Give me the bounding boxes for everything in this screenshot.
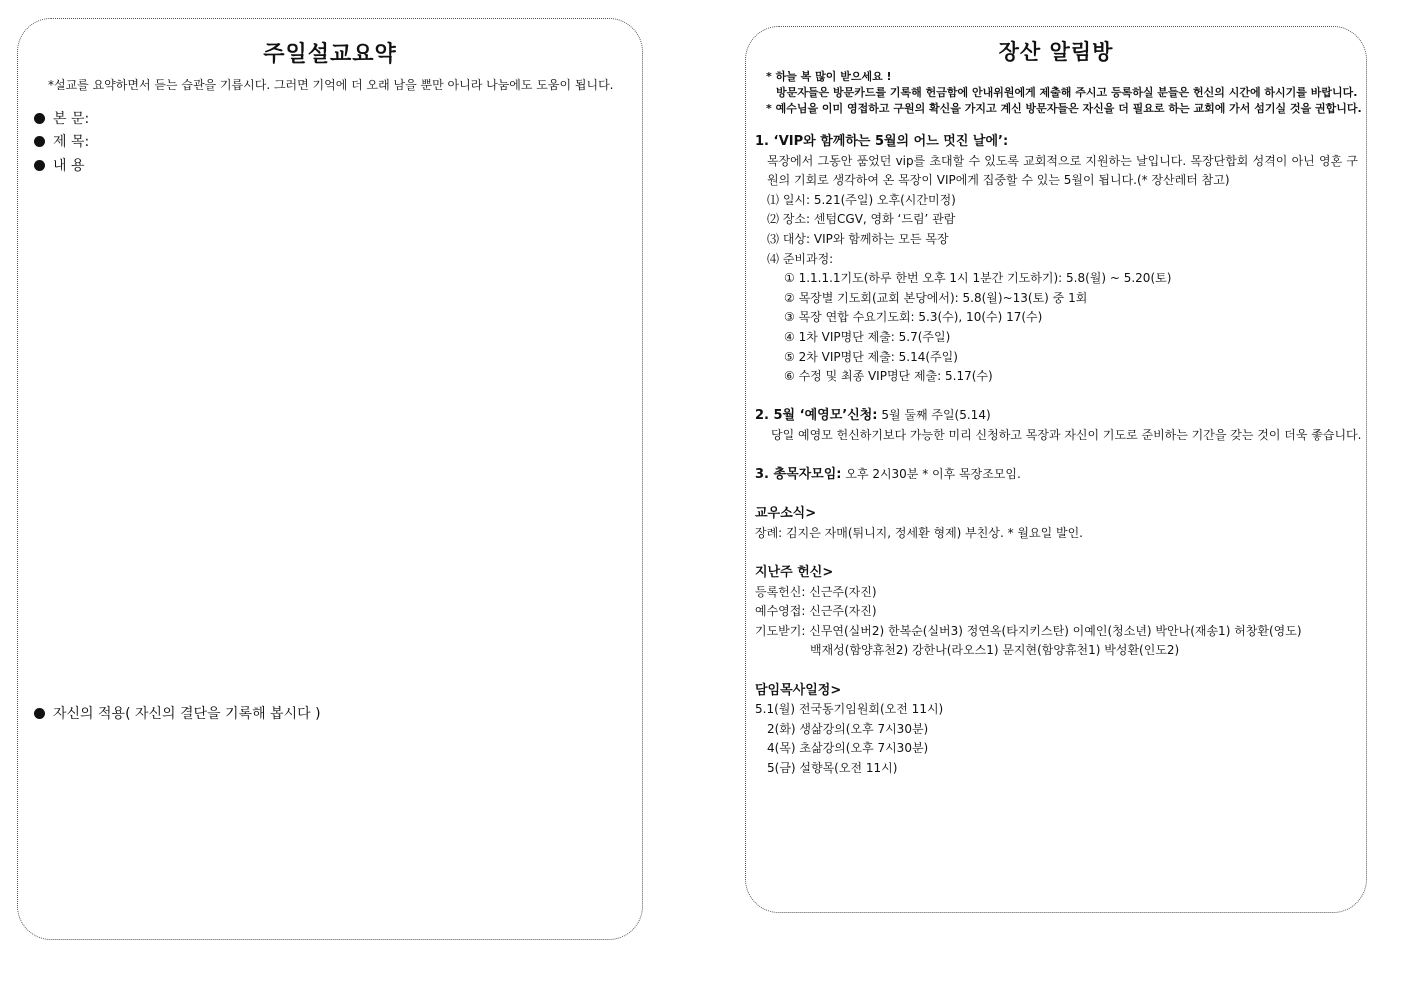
- application-label: 자신의 적용( 자신의 결단을 기록해 봅시다 ): [53, 706, 321, 722]
- application-field: [34, 703, 321, 723]
- scripture-field: [34, 108, 89, 128]
- schedule-line: 4(목) 초삶강의(오후 7시30분): [767, 741, 929, 756]
- schedule-line: 2(화) 생삶강의(오후 7시30분): [767, 721, 929, 736]
- schedule-line: 5.1(월) 전국동기임원회(오전 11시): [755, 702, 944, 717]
- item1-step: ③ 목장 연합 수요기도회: 5.3(수), 10(수) 17(수): [784, 310, 1043, 325]
- sermon-summary-title: 주일설교요약: [263, 42, 397, 67]
- item1-detail: ⑷ 준비과정:: [767, 251, 834, 266]
- announcements-content: [755, 132, 1362, 779]
- item2-description: 당일 예영모 헌신하기보다 가능한 미리 신청하고 목장과 자신이 기도로 준비하는 기간을 갖는 것이 더욱 좋습니다.: [771, 427, 1362, 442]
- item1-heading: 1. ‘VIP와 함께하는 5월의 어느 멋진 날에’:: [755, 134, 1009, 149]
- bullet-icon: [34, 113, 45, 124]
- schedule-line: 5(금) 설향목(오전 11시): [767, 761, 898, 775]
- bullet-icon: [34, 708, 45, 719]
- notice-greeting: * 하늘 복 많이 받으세요 !: [766, 70, 892, 83]
- offering-line: 기도받기: 신무연(실버2) 한복순(실버3) 정연옥(타지키스탄) 이예인(청소년) 박안나(재송1) 허창환(영도): [755, 623, 1302, 638]
- schedule-heading: 담임목사일정>: [755, 682, 842, 698]
- sermon-title-label: 제 목:: [53, 134, 90, 150]
- item1-detail: ⑵ 장소: 센텀CGV, 영화 ‘드림’ 관람: [767, 212, 956, 227]
- sermon-title-field: [34, 131, 89, 151]
- item1-detail: ⑶ 대상: VIP와 함께하는 모든 목장: [767, 231, 949, 246]
- content-field: [34, 155, 85, 175]
- item1-step: ⑤ 2차 VIP명단 제출: 5.14(주일): [784, 349, 958, 364]
- offering-line: 예수영접: 신근주(자진): [755, 604, 877, 619]
- announcements-panel: [745, 26, 1367, 913]
- sermon-summary-tip: *설교를 요약하면서 듣는 습관을 기릅시다. 그러면 기억에 더 오래 남을 뿐만 아니라 나눔에도 도움이 됩니다.: [48, 78, 614, 92]
- notice-visitor-churches: * 예수님을 이미 영접하고 구원의 확신을 가지고 계신 방문자들은 자신을 더 필요로 하는 교회에 가서 섬기실 것을 권합니다.: [766, 102, 1362, 115]
- sermon-summary-panel: [17, 18, 643, 940]
- offering-continuation: 백재성(함양휴천2) 강한나(라오스1) 문지현(함양휴천1) 박성환(인도2): [810, 643, 1180, 658]
- item2-header: [755, 406, 1358, 426]
- offering-heading: 지난주 헌신>: [755, 565, 834, 581]
- visitor-notices: [766, 69, 1362, 117]
- item1-description: 목장에서 그동안 품었던 vip를 초대할 수 있도록 교회적으로 지원하는 날입니다. 목장단합회 성격이 아닌 영혼 구원의 기회로 생각하여 온 목장이 VIP에게 집중할 수 있는 5월이 됩니다.(* 장산레터 참고): [767, 153, 1358, 188]
- bullet-icon: [34, 136, 45, 147]
- item1-step: ② 목장별 기도회(교회 본당에서): 5.8(월)~13(토) 중 1회: [784, 290, 1088, 305]
- item1-detail: ⑴ 일시: 5.21(주일) 오후(시간미정): [767, 192, 956, 207]
- item3-heading: 3. 총목자모임:: [755, 467, 842, 483]
- item3-description: 오후 2시30분 * 이후 목장조모임.: [841, 467, 1021, 482]
- item1-step: ④ 1차 VIP명단 제출: 5.7(주일): [784, 329, 951, 344]
- item3-header: [755, 465, 1358, 485]
- item1-step: ⑥ 수정 및 최종 VIP명단 제출: 5.17(수): [784, 369, 993, 384]
- announcements-title: 장산 알림방: [998, 40, 1114, 64]
- item1-step: ① 1.1.1.1기도(하루 한번 오후 1시 1분간 기도하기): 5.8(월) ~ 5.20(토): [784, 271, 1172, 286]
- content-label: 내 용: [53, 158, 85, 174]
- notice-visitor-card: 방문자들은 방문카드를 기록해 헌금함에 안내위원에게 제출해 주시고 등록하실 분들은 헌신의 시간에 하시기를 바랍니다.: [776, 86, 1358, 99]
- bullet-icon: [34, 160, 45, 171]
- news-heading: 교우소식>: [755, 506, 817, 522]
- offering-line: 등록헌신: 신근주(자진): [755, 584, 877, 599]
- item2-heading: 2. 5월 ‘예영모’신청:: [755, 408, 878, 424]
- scripture-label: 본 문:: [53, 111, 90, 127]
- item2-date: 5월 둘째 주일(5.14): [877, 408, 991, 423]
- news-text: 장례: 김지은 자매(튀니지, 정세환 형제) 부친상. * 월요일 발인.: [755, 525, 1083, 540]
